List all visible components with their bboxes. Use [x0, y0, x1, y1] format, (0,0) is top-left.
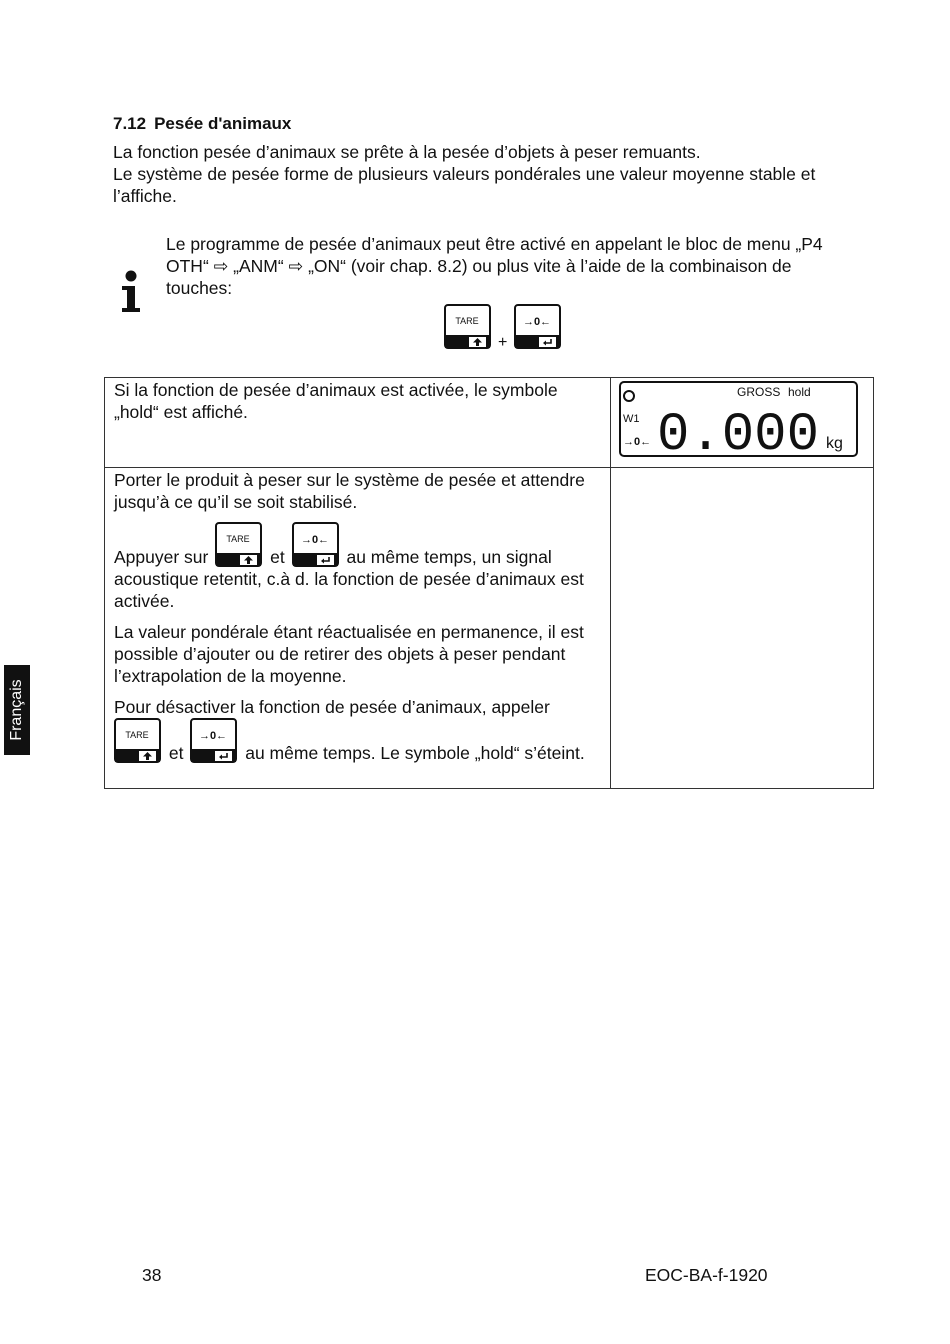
- zero-indicator: →0←: [623, 436, 652, 448]
- enter-icon: [539, 337, 556, 347]
- intro-text: [113, 141, 833, 207]
- section-number: 7.12: [113, 114, 147, 133]
- plus-sign: +: [498, 334, 508, 351]
- row1-text: Si la fonction de pesée d’animaux est activée, le symbole „hold“ est affiché.: [114, 380, 558, 422]
- display-cell: [611, 378, 874, 468]
- w1-indicator: W1: [623, 413, 640, 425]
- row2-text: [105, 468, 610, 768]
- arrow-up-icon: [469, 337, 486, 347]
- unit-label: kg: [826, 435, 843, 452]
- empty-display-cell: [611, 468, 874, 789]
- document-id: EOC-BA-f-1920: [645, 1265, 768, 1285]
- table-row: [105, 378, 874, 468]
- weight-value: 0.000: [657, 405, 820, 459]
- tare-key-label: TARE: [455, 316, 479, 326]
- svg-text:→0←: →0←: [300, 534, 329, 546]
- hold-indicator: hold: [788, 385, 811, 399]
- tare-key[interactable]: [215, 522, 263, 568]
- key-combination: [444, 304, 574, 356]
- table-row: [105, 468, 874, 789]
- section-title: Pesée d'animaux: [154, 114, 292, 133]
- language-tab: [4, 665, 30, 755]
- step-averaging: La valeur pondérale étant réactualisée en permanence, il est possible d’ajouter ou de retirer des objets à peser pendant l’extrapolation de la moyenne.: [114, 622, 584, 686]
- page-number: 38: [142, 1265, 162, 1285]
- svg-text:TARE: TARE: [125, 730, 149, 740]
- svg-text:TARE: TARE: [226, 534, 250, 544]
- tare-key[interactable]: [444, 304, 492, 350]
- language-label: Français: [8, 679, 25, 741]
- step-deactivate: Pour désactiver la fonction de pesée d’animaux, appeler TARE et →0← au même temps. Le symbole „hold“ s’éteint.: [114, 697, 585, 763]
- intro-line-1: La fonction pesée d’animaux se prête à la pesée d’objets à peser remuants.: [113, 142, 701, 162]
- gross-indicator: GROSS: [737, 385, 781, 399]
- step-activate: Appuyer sur TARE et →0← au même temps, un signal acoustique retentit, c.à d. la fonction de pesée d’animaux est activée.: [114, 522, 602, 612]
- weighing-display: [619, 381, 859, 459]
- zero-key-label: →0←: [522, 316, 552, 328]
- info-icon: [118, 270, 146, 314]
- note-text: Le programme de pesée d’animaux peut être activé en appelant le bloc de menu „P4 OTH“ ⇨ „ANM“ ⇨ „ON“ (voir chap. 8.2) ou plus vite à l’aide de la combinaison de touches:: [166, 234, 823, 298]
- tare-key[interactable]: [114, 718, 162, 764]
- svg-text:→0←: →0←: [199, 730, 228, 742]
- zero-key[interactable]: [190, 718, 238, 764]
- section-heading: [113, 114, 291, 134]
- zero-key[interactable]: [292, 522, 340, 568]
- intro-line-2: Le système de pesée forme de plusieurs valeurs pondérales une valeur moyenne stable et l’affiche.: [113, 164, 816, 206]
- step-place-load: Porter le produit à peser sur le système de pesée et attendre jusqu’à ce qu’il se soit stabilisé.: [114, 470, 585, 512]
- zero-key[interactable]: [514, 304, 562, 350]
- procedure-table: [104, 377, 874, 789]
